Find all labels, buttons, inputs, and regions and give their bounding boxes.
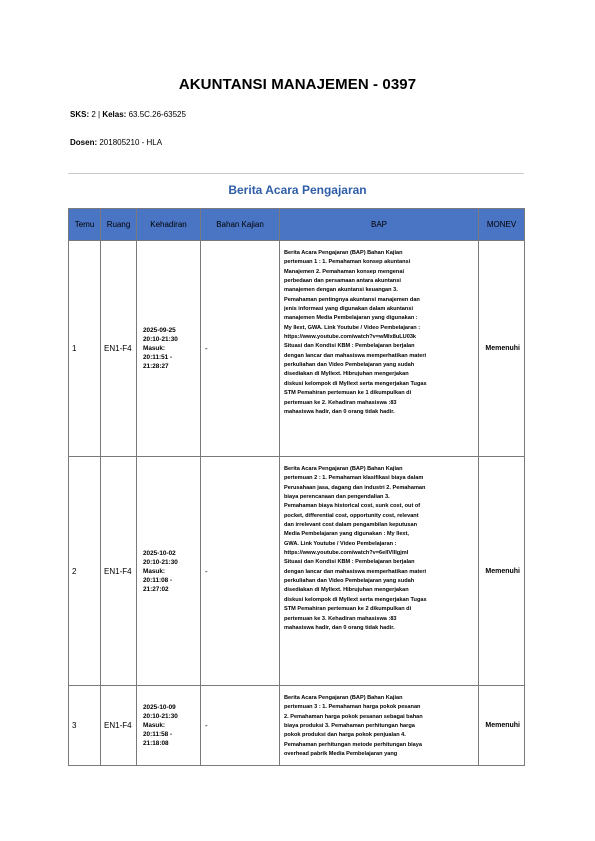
bap-line: dengan lancar dan mahasiswa memperhatikan materi xyxy=(284,352,427,359)
header-kehadiran: Kehadiran xyxy=(137,209,201,241)
kehadiran-line: 21:18:08 xyxy=(143,740,169,747)
bap-line: mahasiswa hadir, dan 0 orang tidak hadir. xyxy=(284,624,395,631)
bap-line: biaya perencanaan dan pengendalian 3. xyxy=(284,494,390,501)
cell-bahan-kajian: - xyxy=(201,457,280,686)
kehadiran-line: 21:28:27 xyxy=(143,363,169,370)
kehadiran-line: 2025-10-02 xyxy=(143,549,176,557)
bap-line: pertemuan 2 : 1. Pemahaman klasifikasi biaya dalam xyxy=(284,475,424,482)
kehadiran-line: Masuk: xyxy=(143,567,166,575)
bap-line: dan irrelevant cost dalam pengambilan keputusan xyxy=(284,522,418,529)
kehadiran-line: 20:11:51 - xyxy=(143,354,173,361)
cell-temu: 2 xyxy=(69,457,101,686)
header-bap: BAP xyxy=(280,209,479,241)
bap-line: 2. Pemahaman harga pokok pesanan sebagai bahan xyxy=(284,713,423,720)
cell-kehadiran xyxy=(137,457,201,686)
header-temu: Temu xyxy=(69,209,101,241)
bap-line: Perusahaan jasa, dagang dan industri 2. Pemahaman xyxy=(284,484,426,491)
kelas-value: 63.5C.26-63525 xyxy=(126,110,186,119)
bap-line: Pemahaman perhitungan metode perhitungan biaya xyxy=(284,741,423,748)
bap-line: manajemen dengan akuntansi keuangan 3. xyxy=(284,287,398,294)
bap-line: Situasi dan Kondisi KBM : Pembelajaran berjalan xyxy=(284,343,415,350)
cell-monev: Memenuhi xyxy=(479,457,525,686)
cell-monev: Memenuhi xyxy=(479,686,525,766)
bap-line: Pemahaman biaya historical cost, sunk cost, out of xyxy=(284,503,421,510)
table-row xyxy=(69,457,525,686)
bap-line: perkuliahan dan Video Pembelajaran yang sudah xyxy=(284,578,415,585)
bap-line: disediakan di MyIlext. Hibrujuhan mengerjakan xyxy=(284,371,409,378)
cell-monev: Memenuhi xyxy=(479,241,525,457)
bap-line: https://www.youtube.com/watch?v=wMIx8uLU03k xyxy=(284,334,417,341)
bap-line: disediakan di MyIlext. Hibrujuhan mengerjakan xyxy=(284,587,409,594)
dosen-label: Dosen: xyxy=(70,138,98,147)
course-meta xyxy=(70,110,186,119)
bap-line: Media Pembelajaran yang digunakan : My Ilext, xyxy=(284,531,409,538)
bap-line: perbedaan dan persamaan antara akuntansi xyxy=(284,278,401,285)
cell-ruang: EN1-F4 xyxy=(101,686,137,766)
lecturer-meta xyxy=(70,138,162,147)
cell-bap xyxy=(280,686,479,766)
bap-line: jenis informasi yang digunakan dalam akuntansi xyxy=(284,306,414,313)
kehadiran-line: 20:11:58 - xyxy=(143,731,173,738)
kehadiran-line: 20:11:08 - xyxy=(143,576,173,584)
bap-line: mahasiswa hadir, dan 0 orang tidak hadir. xyxy=(284,408,395,415)
bap-line: Berita Acara Pengajaran (BAP) Bahan Kajian xyxy=(284,466,403,472)
bap-line: diskusi kelompok di MyIlext serta mengerjakan Tugas xyxy=(284,596,427,603)
header-bahan-kajian: Bahan Kajian xyxy=(201,209,280,241)
table-row xyxy=(69,686,525,766)
bap-line: pertemuan ke 2. Kehadiran mahasiswa :83 xyxy=(284,399,397,406)
bap-line: GWA. Link Youtube / Video Pembelajaran : xyxy=(284,540,397,547)
cell-ruang: EN1-F4 xyxy=(101,241,137,457)
bap-line: pertemuan ke 3. Kehadiran mahasiswa :83 xyxy=(284,615,397,622)
cell-kehadiran xyxy=(137,241,201,457)
cell-temu: 3 xyxy=(69,686,101,766)
kehadiran-line: 21:27:02 xyxy=(143,585,169,593)
kehadiran-line: 20:10-21:30 xyxy=(143,713,178,720)
bap-line: pertemuan 3 : 1. Pemahaman harga pokok pesanan xyxy=(284,704,421,711)
kehadiran-line: Masuk: xyxy=(143,345,166,352)
bap-line: pertemuan 1 : 1. Pemahaman konsep akuntansi xyxy=(284,259,411,266)
cell-bahan-kajian: - xyxy=(201,686,280,766)
divider xyxy=(68,173,524,174)
course-title: AKUNTANSI MANAJEMEN - 0397 xyxy=(178,76,417,93)
cell-bahan-kajian: - xyxy=(201,241,280,457)
sks-value: 2 | xyxy=(89,110,103,119)
cell-bap xyxy=(280,241,479,457)
bap-line: pokok produksi dan harga pokok penjualan 4. xyxy=(284,732,406,739)
bap-line: Situasi dan Kondisi KBM : Pembelajaran berjalan xyxy=(284,559,415,566)
sks-label: SKS: xyxy=(70,110,90,119)
section-title: Berita Acara Pengajaran xyxy=(228,183,367,197)
header-monev: MONEV xyxy=(479,209,525,241)
bap-line: Berita Acara Pengajaran (BAP) Bahan Kajian xyxy=(284,250,403,256)
cell-ruang: EN1-F4 xyxy=(101,457,137,686)
bap-line: diskusi kelompok di MyIlext serta mengerjakan Tugas xyxy=(284,380,427,387)
kehadiran-line: 2025-10-09 xyxy=(143,704,176,711)
bap-table xyxy=(68,208,525,766)
kehadiran-line: 2025-09-25 xyxy=(143,327,176,334)
dosen-value: 201805210 - HLA xyxy=(97,138,163,147)
table-row xyxy=(69,241,525,457)
bap-line: overhead pabrik Media Pembelajaran yang xyxy=(284,751,398,758)
bap-line: manajemen Media Pembelajaran yang digunakan : xyxy=(284,315,418,322)
bap-line: STM Pemahiran pertemuan ke 2 dikumpulkan di xyxy=(284,606,412,613)
bap-line: My Ilext, GWA. Link Youtube / Video Pembelajaran : xyxy=(284,324,421,331)
bap-line: dengan lancar dan mahasiswa memperhatikan materi xyxy=(284,568,427,575)
bap-line: https://www.youtube.com/watch?v=6eIIVIlIgjmI xyxy=(284,550,409,557)
bap-line: STM Pemahiran pertemuan ke 1 dikumpulkan di xyxy=(284,390,412,397)
cell-temu: 1 xyxy=(69,241,101,457)
bap-line: biaya produksi 3. Pemahaman perhitungan harga xyxy=(284,723,415,730)
bap-line: Berita Acara Pengajaran (BAP) Bahan Kajian xyxy=(284,695,403,701)
kehadiran-line: Masuk: xyxy=(143,722,166,729)
kehadiran-line: 20:10-21:30 xyxy=(143,336,178,343)
bap-line: Pemahaman pentingnya akuntansi manajemen dan xyxy=(284,296,420,303)
kelas-label: Kelas: xyxy=(102,110,127,119)
cell-bap xyxy=(280,457,479,686)
kehadiran-line: 20:10-21:30 xyxy=(143,558,178,566)
bap-line: perkuliahan dan Video Pembelajaran yang sudah xyxy=(284,362,415,369)
header-ruang: Ruang xyxy=(101,209,137,241)
bap-line: Manajemen 2. Pemahaman konsep mengenai xyxy=(284,268,404,275)
cell-kehadiran xyxy=(137,686,201,766)
bap-line: pocket, differential cost, opportunity cost, relevant xyxy=(284,512,419,519)
table-header-row xyxy=(69,209,525,241)
